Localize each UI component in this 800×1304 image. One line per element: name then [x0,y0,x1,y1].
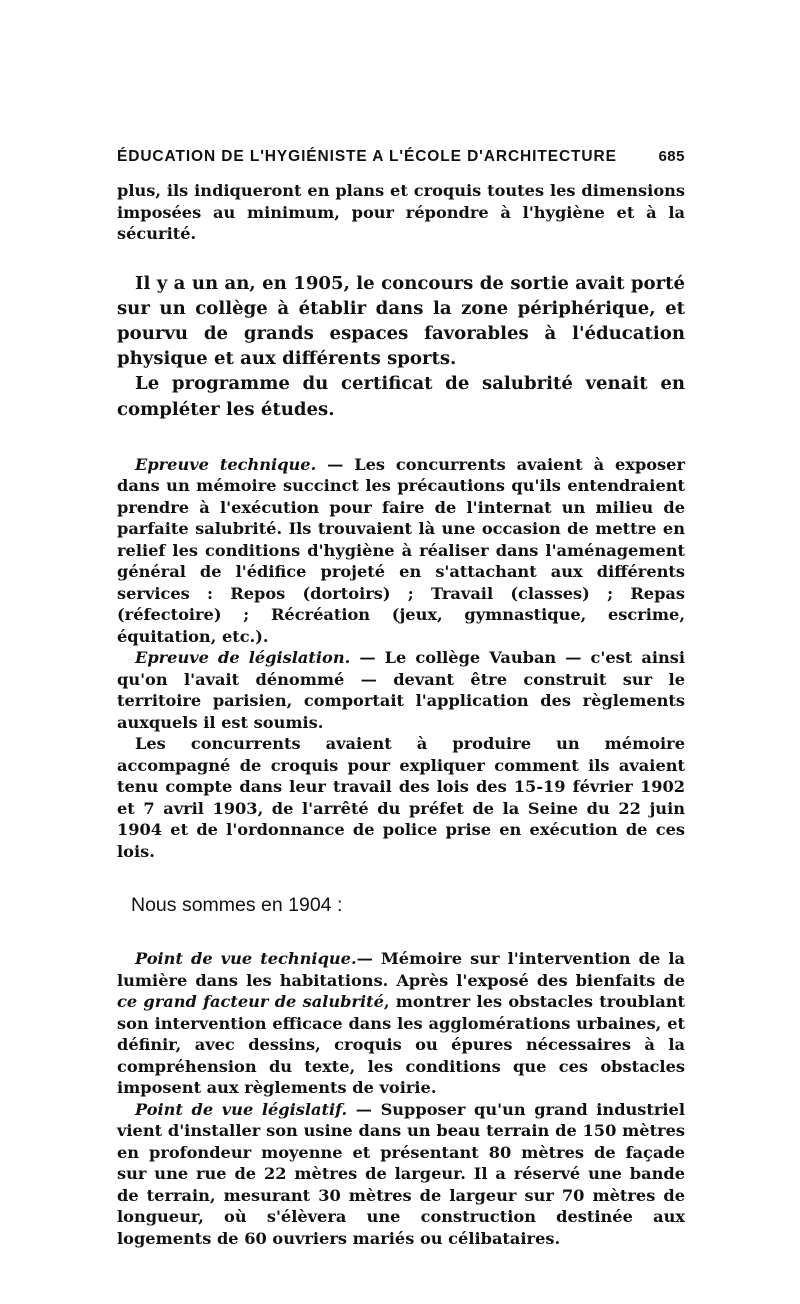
running-header [117,148,685,166]
paragraph-point-technique [117,948,685,1099]
section-title-1904: Nous sommes en 1904 : [131,894,343,917]
text-epreuve-technique: — Les concurrents avaient à exposer dans un mémoire succinct les précautions qu'ils entendraient prendre à l'exécution pour faire de l'internat un milieu de parfaite salubrité. Ils trouvaient là une occasion de mettre en relief les conditions d'hygiène à réaliser dans l'aménagement général de l'édifice projeté en s'attachant aux différents services : Repos (dortoirs) ; Travail (classes) ; Repas (réfectoire) ; Récréation (jeux, gymnastique, escrime, équitation, etc.). [117,454,685,646]
intro-paragraph: plus, ils indiqueront en plans et croquis toutes les dimensions imposées au minimum, pour répondre à l'hygiène et à la sécurité. [117,181,685,243]
book-page [117,148,685,1249]
text-epreuve-legislation: — Le collège Vauban — c'est ainsi qu'on l'avait dénommé — devant être construit sur le territoire parisien, comportait l'application des règlements auxquels il est soumis. [117,648,685,732]
text-point-technique-a: — Mémoire sur l'intervention de la lumière dans les habitations. Après l'exposé des bienfaits de [117,949,685,990]
label-point-technique: Point de vue technique. [135,949,357,969]
paragraph-epreuve-technique [117,454,685,648]
label-epreuve-technique: Epreuve technique. [135,454,317,474]
label-epreuve-legislation: Epreuve de législation. [135,648,351,668]
label-point-legislatif: Point de vue législatif. [135,1099,348,1119]
italic-phrase-salubrite: ce grand facteur de salubrité [117,992,384,1012]
paragraph-1905-concours: Il y a un an, en 1905, le concours de sortie avait porté sur un collège à établir dans la zone périphérique, et pourvu de grands espaces favorables à l'éducation physique et aux différents sports. [117,272,685,370]
paragraph-point-legislatif [117,1099,685,1250]
paragraph-concurrents-memoire: Les concurrents avaient à produire un mémoire accompagné de croquis pour expliquer comment ils avaient tenu compte dans leur travail des lois des 15-19 février 1902 et 7 avril 1903, de l'arrêté du préfet de la Seine du 22 juin 1904 et de l'ordonnance de police prise en exécution de ces lois. [117,734,685,861]
paragraph-1905-programme: Le programme du certificat de salubrité venait en compléter les études. [117,373,685,420]
paragraph-epreuve-legislation [117,647,685,733]
running-title: ÉDUCATION DE L'HYGIÉNISTE A L'ÉCOLE D'ARCHITECTURE [117,148,617,165]
text-point-technique-b: , montrer les obstacles troublant son intervention efficace dans les agglomérations urbaines, et définir, avec dessins, croquis ou épures nécessaires à la compréhension du texte, les conditions que ces obstacles imposent aux règlements de voirie. [117,992,686,1098]
text-point-legislatif: — Supposer qu'un grand industriel vient d'installer son usine dans un beau terrain de 150 mètres en profondeur moyenne et présentant 80 mètres de façade sur une rue de 22 mètres de largeur. Il a réservé une bande de terrain, mesurant 30 mètres de largeur sur 70 mètres de longueur, où s'élèvera une construction destinée aux logements de 60 ouvriers mariés ou célibataires. [117,1099,685,1248]
page-number: 685 [658,148,685,165]
